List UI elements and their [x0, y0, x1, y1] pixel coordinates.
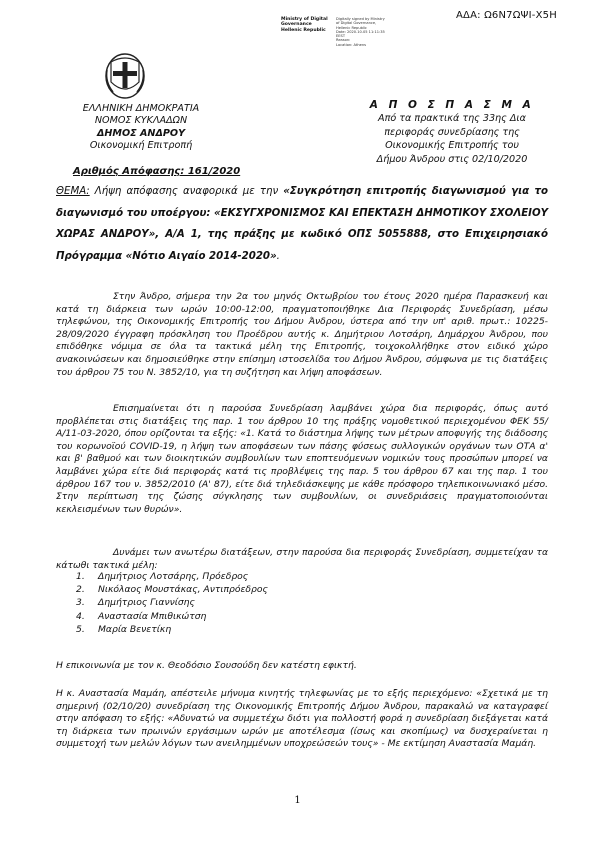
signature-line: Hellenic Republic [281, 27, 326, 33]
member-number: 1. [76, 571, 85, 582]
decision-number: Αριθμός Απόφασης: 161/2020 [73, 166, 241, 177]
subject-paragraph [56, 181, 548, 267]
paragraph-participants-intro: Δυνάμει των ανωτέρω διατάξεων, στην παρούσα δια περιφοράς Συνεδρίαση, συμμετείχαν τα κάτωθι τακτικά μέλη: [56, 547, 548, 571]
members-list [76, 570, 268, 636]
committee-name: Οικονομική Επιτροπή [89, 140, 193, 152]
extract-line: Οικονομικής Επιτροπής του [385, 140, 519, 152]
signature-line: Governance [281, 22, 312, 28]
list-item [76, 623, 268, 636]
municipality-name: ΔΗΜΟΣ ΑΝΔΡΟΥ [96, 127, 186, 139]
member-number: 4. [76, 610, 85, 622]
signature-detail: Hellenic Republic [336, 25, 367, 30]
signature-detail: Date: 2020.10.05 11:11:35 [336, 29, 385, 34]
country-name: ΕΛΛΗΝΙΚΗ ΔΗΜΟΚΡΑΤΙΑ [82, 103, 200, 114]
signature-detail: Reason: [336, 38, 351, 43]
member-name: Δημήτριος Γιαννίσης [98, 597, 195, 609]
member-number: 2. [76, 584, 85, 596]
member-name: Μαρία Βενετίκη [98, 623, 172, 635]
member-name: Δημήτριος Λοτσάρης, Πρόεδρος [98, 571, 249, 582]
extract-title: Α Π Ο Σ Π Α Σ Μ Α [369, 99, 535, 111]
subject-label: ΘΕΜΑ: [56, 186, 90, 197]
extract-line: Από τα πρακτικά της 33ης Δια [378, 113, 526, 125]
paragraph-legal-basis: Επισημαίνεται ότι η παρούσα Συνεδρίαση λαμβάνει χώρα δια περιφοράς, όπως αυτό προβλέπεται στις διατάξεις της παρ. 1 του άρθρου 10 της πράξης νομοθετικού περιεχομένου ΦΕΚ 55/Α/11-03-2020, όπου ορίζονται τα εξής: «1. Κατά το διάστημα λήψης των μέτρων αποφυγής της διάδοσης του κορωνοϊού COVID-19, η λήψη των αποφάσεων των πάσης φύσεως συλλογικών οργάνων των ΟΤΑ α' και β' βαθμού και των διοικητικών συμβουλίων των εποπτευόμενων νομικών τους προσώπων μπορεί να λαμβάνει χώρα είτε διά περιφοράς κατά τις προβλέψεις της παρ. 5 του άρθρου 67 και της παρ. 1 του άρθρου 167 του ν. 3852/2010 (Α' 87), είτε διά τηλεδιάσκεψης με κάθε πρόσφορο τηλεπικοινωνιακό μέσο. Στην περίπτωση της ζώσης σύγκλησης των συμβουλίων, οι συνεδριάσεις πραγματοποιούνται κεκλεισμένων των θυρών». [56, 403, 548, 515]
member-name: Νικόλαος Μουστάκας, Αντιπρόεδρος [98, 584, 268, 596]
subject-end: . [276, 250, 280, 262]
subject-bold-text: «Συγκρότηση επιτροπής διαγωνισμού για το διαγωνισμό του υποέργου: «ΕΚΣΥΓΧΡΟΝΙΣΜΟΣ ΚΑΙ ΕΠΕΚΤΑΣΗ ΔΗΜΟΤΙΚΟΥ ΣΧΟΛΕΙΟΥ ΧΩΡΑΣ ΑΝΔΡΟΥ», Α/Α 1, της πράξης με κωδικό ΟΠΣ 5055888, στο Επιχειρησιακό Πρόγραμμα «Νότιο Αιγαίο 2014-2020» [56, 186, 548, 262]
subject-text: Λήψη απόφασης αναφορικά με την [89, 186, 284, 197]
member-number: 5. [76, 623, 85, 635]
greek-coat-of-arms-icon [103, 52, 147, 100]
list-item [76, 596, 268, 609]
extract-line: περιφοράς συνεδρίασης της [384, 126, 520, 138]
list-item [76, 570, 268, 583]
extract-block [362, 99, 542, 166]
signature-detail: of Digital Governance, [336, 21, 377, 26]
prefecture-name: ΝΟΜΟΣ ΚΥΚΛΑΔΩΝ [94, 115, 188, 127]
signature-details [336, 17, 385, 47]
list-item [76, 583, 268, 596]
member-number: 3. [76, 597, 85, 609]
issuer-block [66, 103, 216, 153]
signature-line: Ministry of Digital [281, 17, 328, 22]
paragraph-member-message: Η κ. Αναστασία Μαμάη, απέστειλε μήνυμα κινητής τηλεφωνίας με το εξής περιεχόμενο: «Σχετικά με τη σημερινή (02/10/20) συνεδρίαση της Οικονομικής Επιτροπής Δήμου Άνδρου, παρακαλώ να καταγραφεί στην απόφαση το εξής: «Αδυνατώ να συμμετέχω διότι για πολλοστή φορά η συνεδρίαση διεξάγεται κατά τη διάρκεια των πρωινών εργάσιμων ωρών με αποτέλεσμα (ίσως και σκοπίμως) να δυσχεραίνεται η συμμετοχή των μελών λόγων των ανειλημμένων υποχρεώσεών τους» - Με εκτίμηση Αναστασία Μαμάη. [56, 688, 548, 750]
member-name: Αναστασία Μπιθικώτση [98, 610, 207, 622]
signature-detail: EEST [336, 34, 346, 39]
paragraph-absence-note: Η επικοινωνία με τον κ. Θεοδόσιο Σουσούδη δεν κατέστη εφικτή. [56, 660, 357, 671]
extract-line: Δήμου Άνδρου στις 02/10/2020 [376, 153, 528, 165]
signature-detail: Location: Athens [336, 42, 366, 47]
page-number: 1 [294, 795, 301, 806]
signature-detail: Digitally signed by Ministry [336, 17, 385, 21]
paragraph-meeting-details: Στην Άνδρο, σήμερα την 2α του μηνός Οκτωβρίου του έτους 2020 ημέρα Παρασκευή και κατά τη διάρκεια των ωρών 10:00-12:00, πραγματοποιήθηκε Δια Περιφοράς Συνεδρίαση, μέσω τηλεφώνου, της Οικονομικής Επιτροπής του Δήμου Άνδρου, ύστερα από την υπ' αριθ. πρωτ.: 10225-28/09/2020 έγγραφη πρόσκληση του Προέδρου αυτής κ. Δημήτριου Λοτσάρη, Δημάρχου Άνδρου, που επιδόθηκε νόμιμα σε όλα τα τακτικά μέλη της Επιτροπής, τοιχοκολλήθηκε στον ειδικό χώρο ανακοινώσεων και δημοσιεύθηκε στην επίσημη ιστοσελίδα του Δήμου Άνδρου, σύμφωνα με τις διατάξεις του άρθρου 75 του Ν. 3852/10, για τη συζήτηση και λήψη αποφάσεων. [56, 291, 548, 378]
ada-code: ΑΔΑ: Ω6Ν7ΩΨΙ-Χ5Η [456, 10, 557, 21]
list-item [76, 610, 268, 623]
signature-issuer [281, 17, 328, 33]
